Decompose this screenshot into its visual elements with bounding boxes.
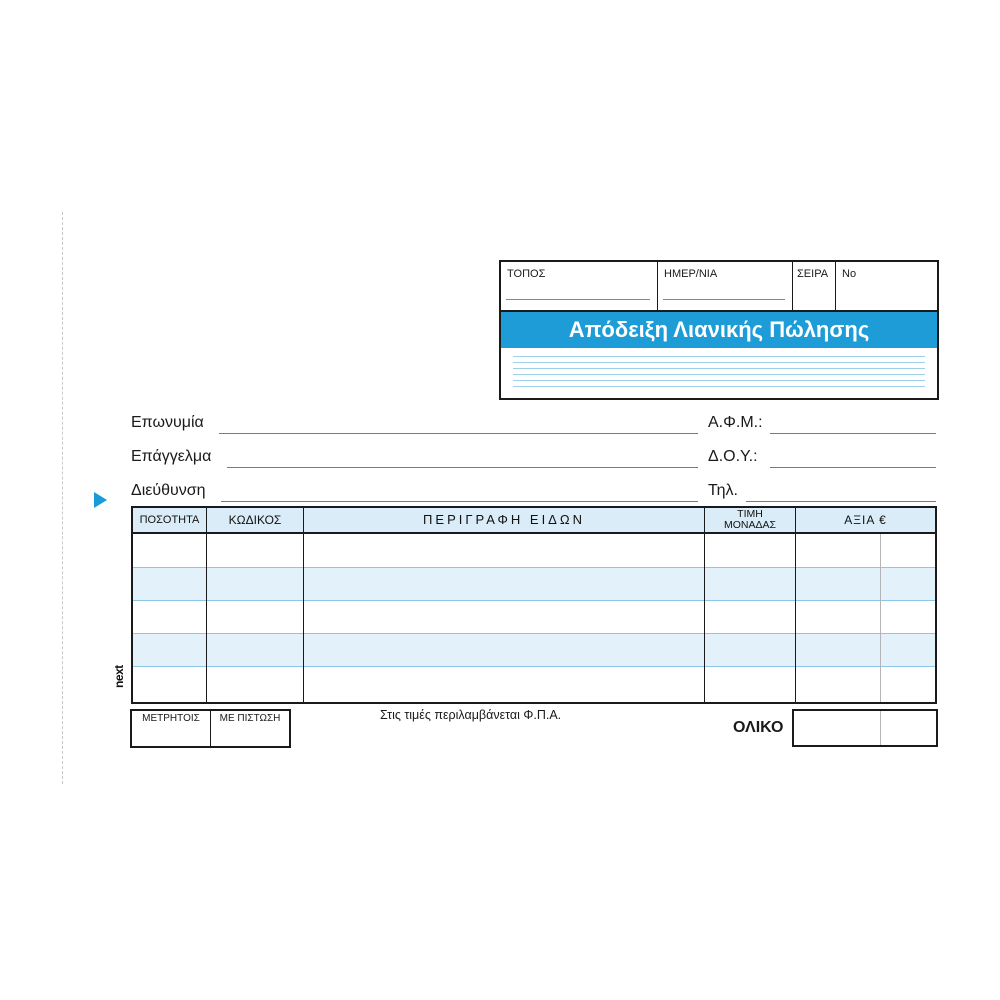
total-cents-divider [880,711,881,745]
column-divider [795,508,796,702]
cents-divider [880,534,881,702]
vat-label: Α.Φ.Μ.: [708,414,763,431]
profession-field[interactable] [131,448,698,470]
payment-method-box [130,709,291,748]
table-row[interactable] [133,600,935,634]
vat-included-note: Στις τιμές περιλαμβάνεται Φ.Π.Α. [380,708,562,722]
vat-field[interactable] [708,414,936,436]
series-label: ΣΕΙΡΑ [797,268,829,280]
place-line [506,299,650,300]
tax-office-line [770,467,936,468]
date-cell[interactable] [658,262,793,310]
cash-option[interactable]: ΜΕΤΡΗΤΟΙΣ [132,711,211,746]
col-quantity: ΠΟΣΟΤΗΤΑ [139,514,200,526]
date-label: ΗΜΕΡ/ΝΙΑ [664,268,718,280]
table-row[interactable] [133,666,935,701]
table-row[interactable] [133,633,935,667]
place-cell[interactable] [501,262,658,310]
address-label: Διεύθυνση [131,482,206,499]
table-row[interactable] [133,534,935,567]
column-divider [206,508,207,702]
column-divider [303,508,304,702]
tax-office-label: Δ.Ο.Υ.: [708,448,758,465]
number-cell[interactable] [836,262,937,310]
profession-label: Επάγγελμα [131,448,212,465]
series-cell[interactable] [793,262,836,310]
phone-line [746,501,936,502]
col-code: ΚΩΔΙΚΟΣ [228,513,282,527]
col-unit-price-line1: ΤΙΜΗ [737,508,763,520]
total-label: ΟΛΙΚΟ [733,719,784,736]
receipt-header-box [499,260,939,400]
issuer-lines [513,356,925,390]
column-divider [704,508,705,702]
arrow-marker-icon [94,492,107,508]
company-line [219,433,698,434]
phone-label: Τηλ. [708,482,738,499]
issuer-line [513,386,925,392]
perforation-line [62,212,63,784]
receipt-title: Απόδειξη Λιανικής Πώλησης [501,312,937,348]
tax-office-field[interactable] [708,448,936,470]
col-unit-price-line2: ΜΟΝΑΔΑΣ [723,519,776,531]
total-box[interactable] [792,709,938,747]
col-description: ΠΕΡΙΓΡΑΦΗ ΕΙΔΩΝ [423,512,585,527]
date-line [663,299,785,300]
address-line [221,501,698,502]
table-header [133,508,935,534]
brand-logo: next [112,665,126,688]
place-label: ΤΟΠΟΣ [507,268,546,280]
company-field[interactable] [131,414,698,436]
profession-line [227,467,698,468]
col-value: ΑΞΙΑ € [844,513,887,527]
col-unit-price [705,508,795,533]
vat-line [770,433,936,434]
address-field[interactable] [131,482,698,504]
table-row[interactable] [133,567,935,601]
number-label: Νο [842,268,857,280]
phone-field[interactable] [708,482,936,504]
header-info-row [501,262,937,312]
items-table [131,506,937,704]
credit-option[interactable]: ΜΕ ΠΙΣΤΩΣΗ [219,713,281,724]
company-label: Επωνυμία [131,414,204,431]
